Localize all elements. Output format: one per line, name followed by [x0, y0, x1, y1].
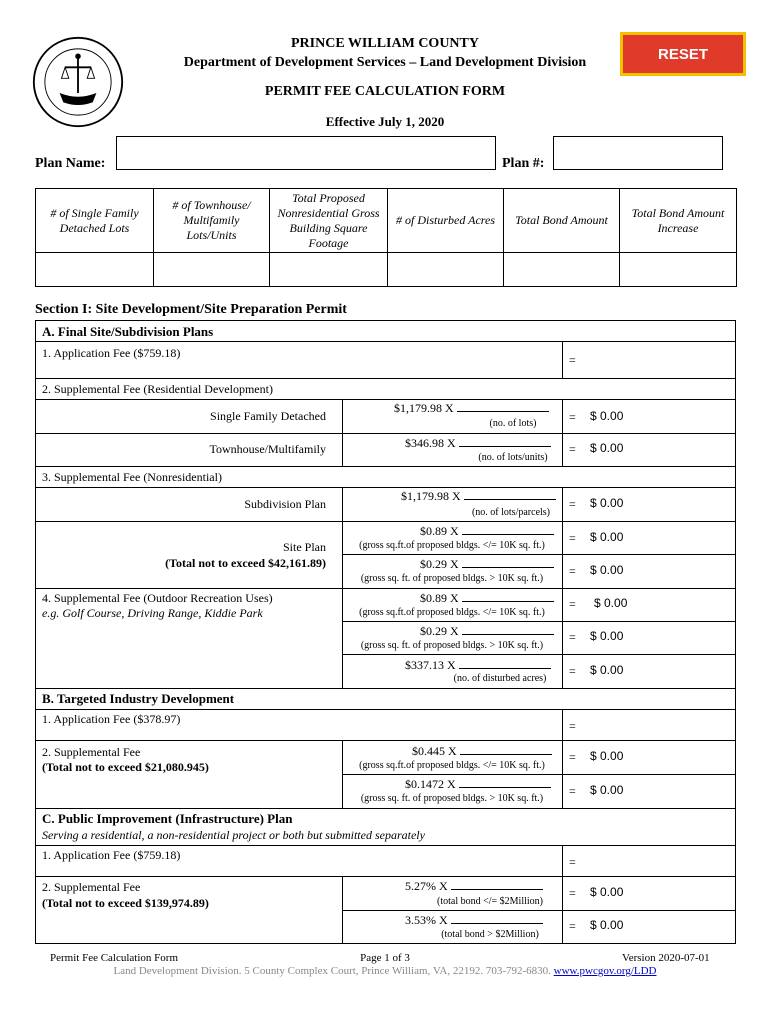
- c-unit-1: (total bond </= $2Million): [437, 896, 543, 907]
- site-2-equals: =: [569, 564, 576, 578]
- summary-header-row: [36, 189, 737, 253]
- subdiv-amount[interactable]: $ 0.00: [590, 496, 624, 510]
- th-unit: (no. of lots/units): [478, 452, 548, 463]
- rec-amount-3[interactable]: $ 0.00: [590, 663, 624, 677]
- c-rate-2: [405, 913, 543, 928]
- rec-rate-3-text: $337.13 X: [405, 658, 456, 672]
- reset-button[interactable]: RESET: [620, 32, 746, 76]
- a4-supplemental-fee: 4. Supplemental Fee (Outdoor Recreation Uses): [42, 591, 273, 605]
- section-c-title: C. Public Improvement (Infrastructure) Plan: [42, 811, 293, 826]
- sfd-unit: (no. of lots): [489, 418, 537, 429]
- b1-application-fee: 1. Application Fee ($378.97): [42, 712, 181, 726]
- th-amount[interactable]: $ 0.00: [590, 441, 624, 455]
- form-title: PERMIT FEE CALCULATION FORM: [264, 84, 506, 99]
- b2-supplemental-fee: 2. Supplemental Fee: [42, 745, 141, 759]
- th-label: Townhouse/Multifamily: [209, 442, 326, 456]
- c1-application-fee: 1. Application Fee ($759.18): [42, 848, 181, 862]
- footer-page: Page 1 of 3: [360, 952, 410, 964]
- section-b-title: B. Targeted Industry Development: [42, 691, 235, 706]
- subdiv-label: Subdivision Plan: [244, 497, 326, 511]
- rec-rate-2: [420, 624, 554, 639]
- th-equals: =: [569, 442, 576, 456]
- header-townhouse: # of Townhouse/ Multifamily Lots/Units: [154, 189, 270, 253]
- input-bond-amount[interactable]: [504, 253, 620, 287]
- rec-input-2[interactable]: [462, 624, 554, 635]
- site-plan-cap: (Total not to exceed $42,161.89): [165, 556, 326, 570]
- c-1-equals: =: [569, 886, 576, 900]
- site-amount-1[interactable]: $ 0.00: [590, 530, 624, 544]
- input-single-family[interactable]: [36, 253, 154, 287]
- input-bond-increase[interactable]: [620, 253, 737, 287]
- footer-address: Land Development Division. 5 County Complex Court, Prince William, VA, 22192. 703-792-6830.: [113, 965, 551, 977]
- input-disturbed-acres[interactable]: [388, 253, 504, 287]
- footer-address-line: [0, 965, 770, 977]
- a1-equals: =: [569, 353, 576, 367]
- site-input-2[interactable]: [462, 557, 554, 568]
- header-nonresidential: Total Proposed Nonresidential Gross Building Square Footage: [270, 189, 388, 253]
- footer-form-name: Permit Fee Calculation Form: [50, 952, 179, 964]
- sfd-rate: [394, 401, 549, 416]
- site-input-1[interactable]: [462, 524, 554, 535]
- subdiv-input[interactable]: [464, 489, 556, 500]
- c-amount-2[interactable]: $ 0.00: [590, 918, 624, 932]
- sfd-input[interactable]: [457, 401, 549, 412]
- subdiv-rate: [401, 489, 556, 504]
- c2-cap: (Total not to exceed $139,974.89): [42, 896, 209, 910]
- c-unit-2: (total bond > $2Million): [441, 929, 539, 940]
- b-input-1[interactable]: [460, 744, 552, 755]
- rec-rate-2-text: $0.29 X: [420, 624, 459, 638]
- c-rate-1: [405, 879, 543, 894]
- b-input-2[interactable]: [459, 777, 551, 788]
- rec-rate-1: [420, 591, 554, 606]
- plan-number-label: Plan #:: [502, 156, 545, 171]
- section1-title: Section I: Site Development/Site Preparation Permit: [35, 302, 347, 317]
- department-name: Department of Development Services – Land Development Division: [183, 55, 587, 70]
- th-input[interactable]: [459, 436, 551, 447]
- section-a-title: A. Final Site/Subdivision Plans: [42, 324, 214, 339]
- rec-rate-3: [405, 658, 551, 673]
- b-rate-1: [412, 744, 552, 759]
- header-single-family: # of Single Family Detached Lots: [36, 189, 154, 253]
- subdiv-unit: (no. of lots/parcels): [471, 507, 551, 518]
- b-rate-2-text: $0.1472 X: [405, 777, 456, 791]
- c-amount-1[interactable]: $ 0.00: [590, 885, 624, 899]
- summary-table: [35, 188, 737, 287]
- b-rate-2: [405, 777, 551, 792]
- c1-equals: =: [569, 855, 576, 869]
- sfd-label: Single Family Detached: [210, 409, 326, 423]
- site-rate-1: [420, 524, 554, 539]
- a2-supplemental-fee: 2. Supplemental Fee (Residential Development): [42, 382, 273, 396]
- site-rate-2-text: $0.29 X: [420, 557, 459, 571]
- b-2-equals: =: [569, 784, 576, 798]
- input-townhouse[interactable]: [154, 253, 270, 287]
- site-unit-1: (gross sq.ft.of proposed bldgs. </= 10K sq. ft.): [359, 540, 545, 551]
- site-1-equals: =: [569, 531, 576, 545]
- subdiv-rate-text: $1,179.98 X: [401, 489, 461, 503]
- summary-input-row: [36, 253, 737, 287]
- plan-name-field[interactable]: [116, 136, 496, 170]
- site-amount-2[interactable]: $ 0.00: [590, 563, 624, 577]
- b-rate-1-text: $0.445 X: [412, 744, 457, 758]
- rec-3-equals: =: [569, 664, 576, 678]
- c2-supplemental-fee: 2. Supplemental Fee: [42, 880, 141, 894]
- rec-unit-3: (no. of disturbed acres): [453, 673, 547, 684]
- b-amount-2[interactable]: $ 0.00: [590, 783, 624, 797]
- th-rate-text: $346.98 X: [405, 436, 456, 450]
- b-1-equals: =: [569, 750, 576, 764]
- rec-1-equals: =: [569, 597, 576, 611]
- rec-input-1[interactable]: [462, 591, 554, 602]
- plan-name-label: Plan Name:: [35, 156, 106, 171]
- county-name: PRINCE WILLIAM COUNTY: [291, 36, 479, 51]
- c-rate-1-text: 5.27% X: [405, 879, 448, 893]
- sfd-rate-text: $1,179.98 X: [394, 401, 454, 415]
- section-c-subtitle: Serving a residential, a non-residential project or both but submitted separately: [42, 828, 425, 842]
- input-nonresidential[interactable]: [270, 253, 388, 287]
- rec-amount-1[interactable]: $ 0.00: [594, 596, 628, 610]
- c-rate-2-text: 3.53% X: [405, 913, 448, 927]
- plan-number-field[interactable]: [553, 136, 723, 170]
- rec-input-3[interactable]: [459, 658, 551, 669]
- rec-unit-1: (gross sq.ft.of proposed bldgs. </= 10K sq. ft.): [359, 607, 545, 618]
- a3-supplemental-fee: 3. Supplemental Fee (Nonresidential): [42, 470, 222, 484]
- rec-amount-2[interactable]: $ 0.00: [590, 629, 624, 643]
- header-disturbed-acres: # of Disturbed Acres: [388, 189, 504, 253]
- header-bond-amount: Total Bond Amount: [504, 189, 620, 253]
- sfd-equals: =: [569, 410, 576, 424]
- a1-application-fee: 1. Application Fee ($759.18): [42, 346, 181, 360]
- site-plan-label: Site Plan: [282, 540, 326, 554]
- footer-link[interactable]: www.pwcgov.org/LDD: [553, 965, 657, 977]
- effective-date: Effective July 1, 2020: [325, 114, 445, 129]
- c-input-2[interactable]: [451, 913, 543, 924]
- a4-examples: e.g. Golf Course, Driving Range, Kiddie Park: [42, 606, 263, 620]
- header-bond-increase: Total Bond Amount Increase: [620, 189, 737, 253]
- b-amount-1[interactable]: $ 0.00: [590, 749, 624, 763]
- site-unit-2: (gross sq. ft. of proposed bldgs. > 10K sq. ft.): [360, 573, 544, 584]
- c-2-equals: =: [569, 919, 576, 933]
- b1-equals: =: [569, 719, 576, 733]
- c-input-1[interactable]: [451, 879, 543, 890]
- rec-unit-2: (gross sq. ft. of proposed bldgs. > 10K sq. ft.): [360, 640, 544, 651]
- rec-2-equals: =: [569, 630, 576, 644]
- site-rate-2: [420, 557, 554, 572]
- sfd-amount[interactable]: $ 0.00: [590, 409, 624, 423]
- b2-cap: (Total not to exceed $21,080.945): [42, 760, 209, 774]
- site-rate-1-text: $0.89 X: [420, 524, 459, 538]
- b-unit-1: (gross sq.ft.of proposed bldgs. </= 10K sq. ft.): [359, 760, 545, 771]
- th-rate: [405, 436, 551, 451]
- subdiv-equals: =: [569, 497, 576, 511]
- b-unit-2: (gross sq. ft. of proposed bldgs. > 10K sq. ft.): [360, 793, 544, 804]
- rec-rate-1-text: $0.89 X: [420, 591, 459, 605]
- footer-version: Version 2020-07-01: [622, 952, 710, 964]
